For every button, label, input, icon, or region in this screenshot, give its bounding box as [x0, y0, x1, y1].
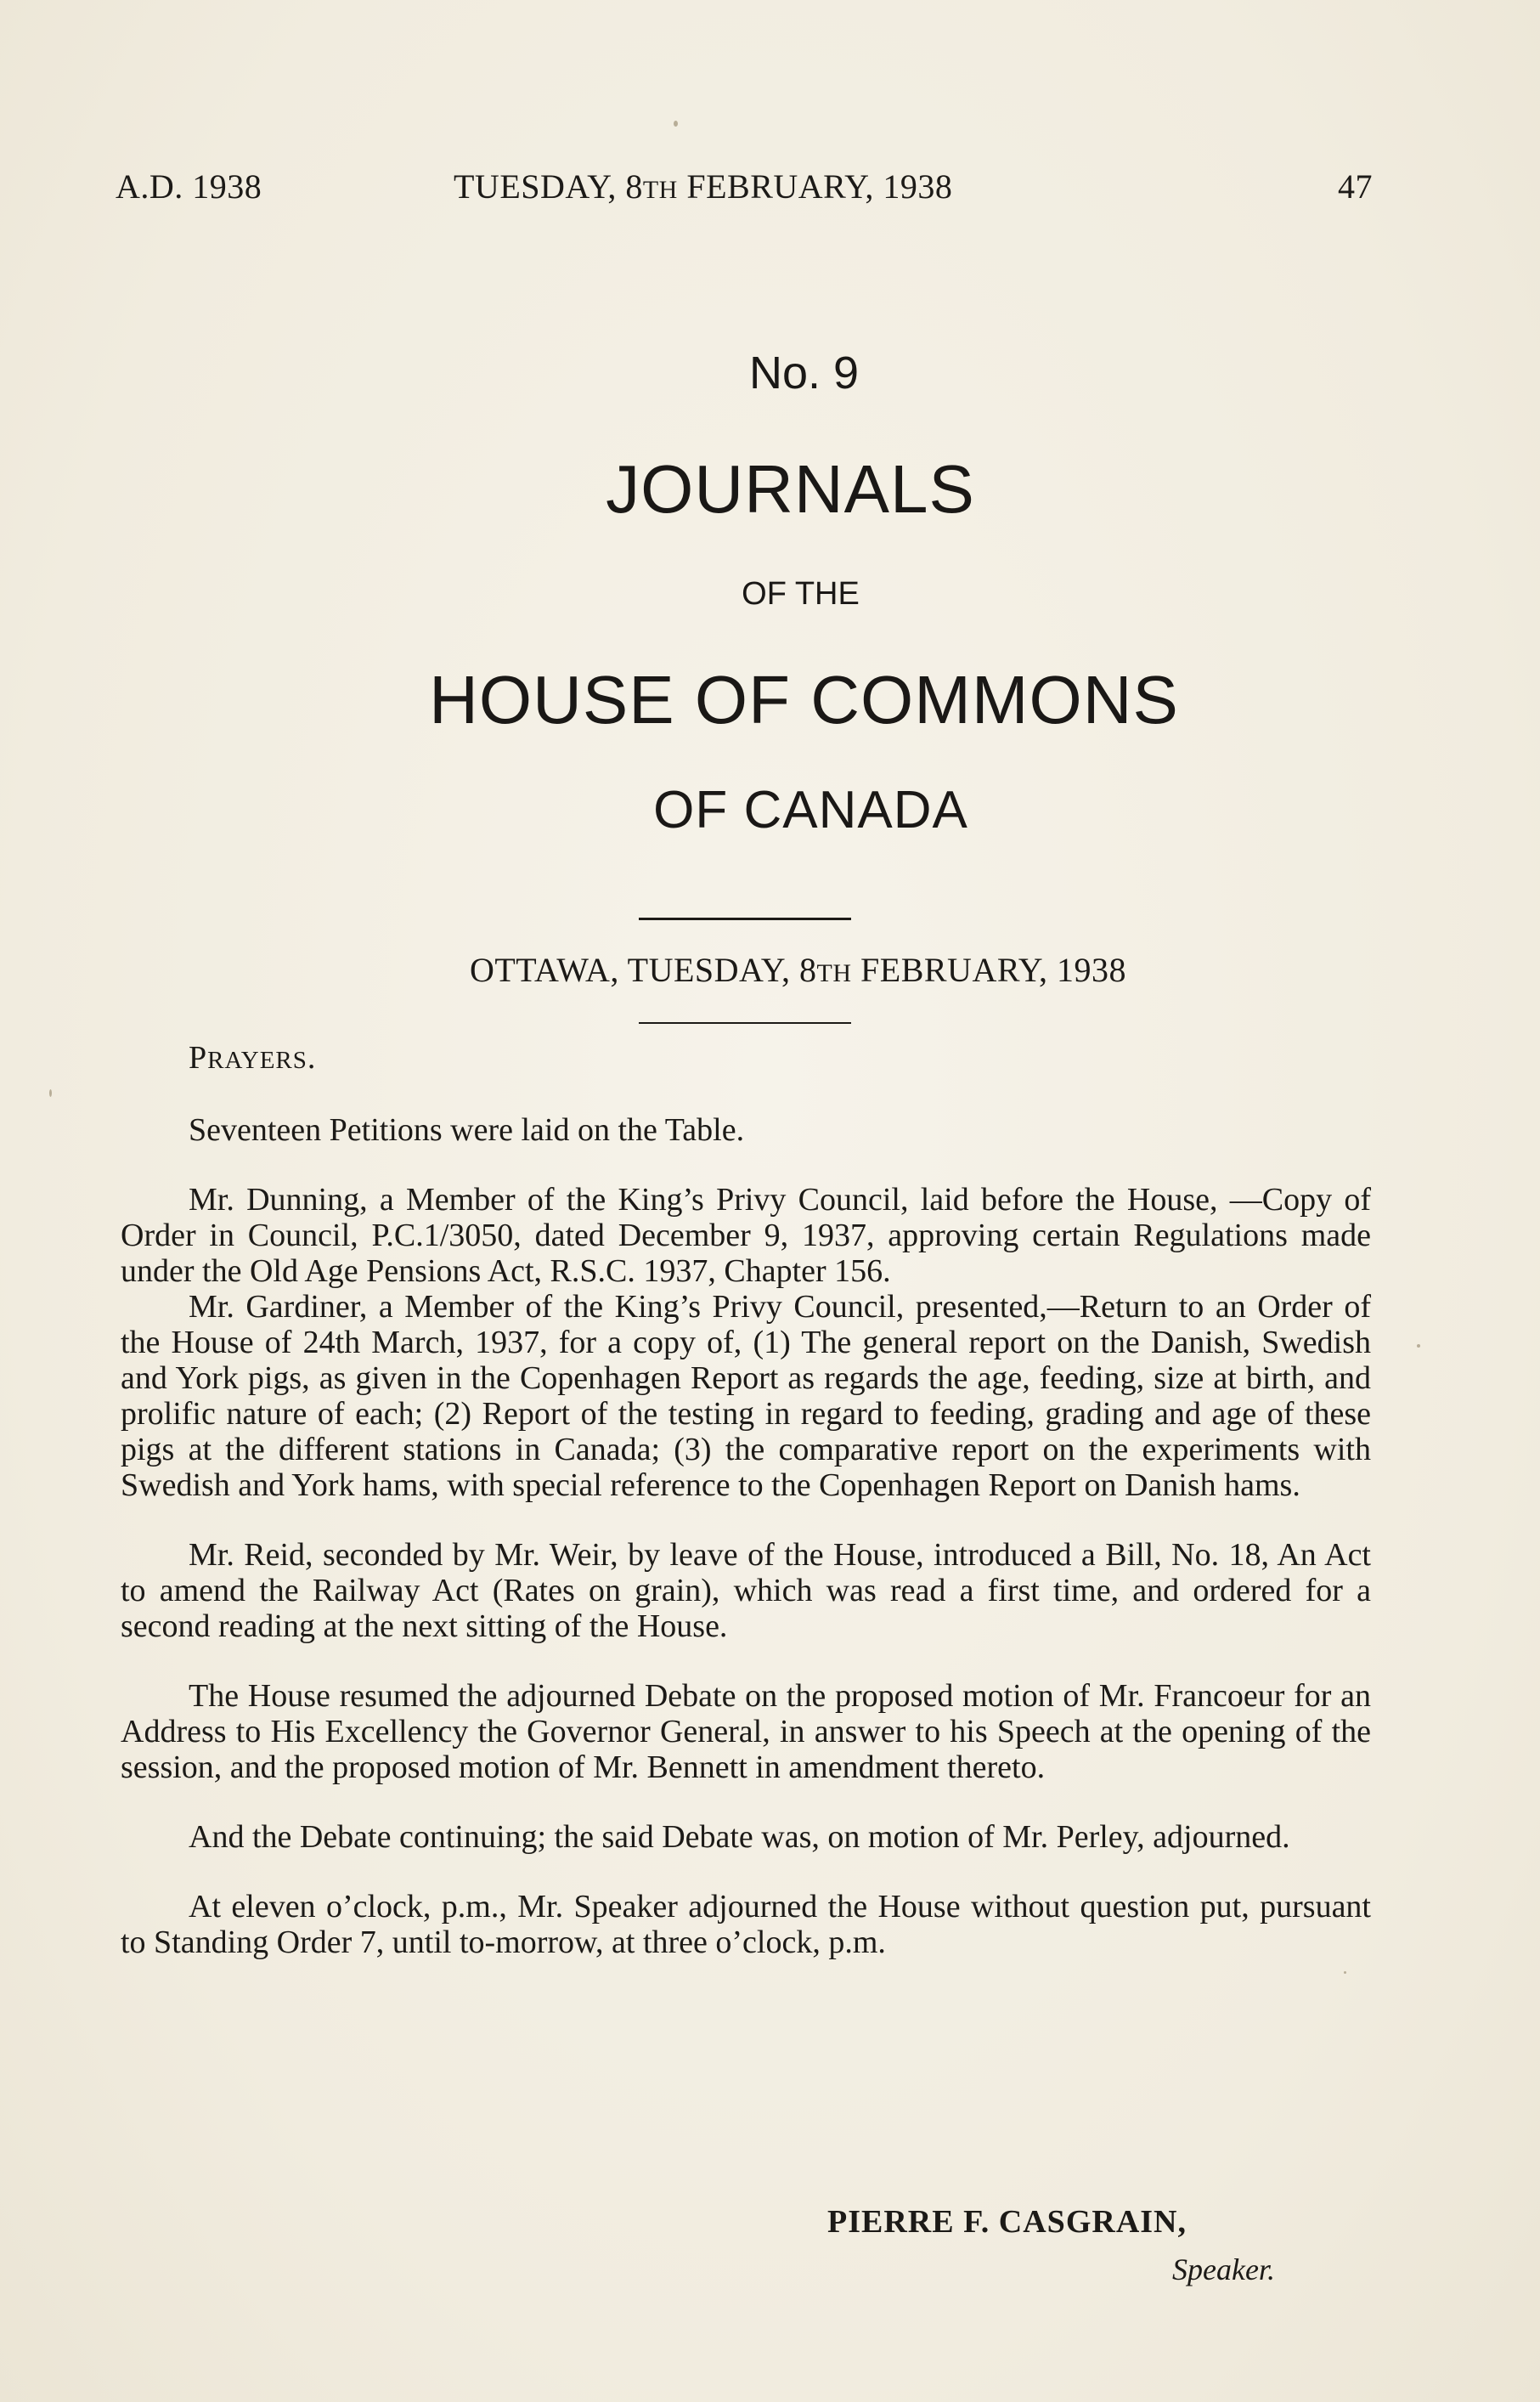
masthead-of-canada: OF CANADA	[653, 781, 968, 839]
paragraph-petitions: Seventeen Petitions were laid on the Table.	[189, 1112, 745, 1148]
paper-speck	[49, 1089, 52, 1097]
masthead-house: HOUSE OF COMMONS	[429, 662, 1179, 738]
dateline-suffix: FEBRUARY, 1938	[851, 951, 1127, 989]
prayers-rest: RAYERS	[207, 1047, 307, 1074]
paragraph-house-adjourned: At eleven o’clock, p.m., Mr. Speaker adjourned the House without question put, pursuant to Standing Order 7, until to-morrow, at three o’clock, p.m.	[121, 1889, 1371, 1960]
masthead-of-the: OF THE	[742, 576, 860, 612]
journal-body	[121, 1033, 1371, 1960]
prayers-heading	[121, 1040, 1371, 1078]
signature-name: PIERRE F. CASGRAIN,	[827, 2204, 1187, 2240]
dateline	[0, 950, 1540, 990]
prayers-period: .	[307, 1040, 317, 1076]
dateline-ordinal: TH	[816, 959, 852, 987]
page-number: 47	[1338, 167, 1373, 206]
masthead-title: JOURNALS	[606, 451, 975, 527]
running-head-date-prefix: TUESDAY, 8	[454, 167, 643, 206]
running-head-date-ordinal: TH	[642, 176, 678, 204]
divider-bottom	[639, 1022, 851, 1024]
running-head-date-suffix: FEBRUARY, 1938	[677, 167, 953, 206]
divider-top	[639, 918, 851, 920]
journal-number: No. 9	[748, 348, 860, 398]
running-head-date	[454, 167, 952, 206]
prayers-initial: P	[189, 1040, 208, 1076]
paragraph-dunning: Mr. Dunning, a Member of the King’s Privy Council, laid before the House, —Copy of Order in Council, P.C.1/3050, dated December 9, 1937, approving certain Regulations made under the Old Age Pensions Act, R.S.C. 1937, Chapter 156.	[121, 1182, 1371, 1289]
paragraph-gardiner: Mr. Gardiner, a Member of the King’s Privy Council, presented,—Return to an Order of the House of 24th March, 1937, for a copy of, (1) The general report on the Danish, Swedish and York pigs, as given in the Copenhagen Report as regards the age, feeding, size at birth, and prolific nature of each; (2) Report of the testing in regard to feeding, grading and age of these pigs at the different stations in Canada; (3) the comparative report on the experiments with Swedish and York hams, with special reference to the Copenhagen Report on Danish hams.	[121, 1289, 1371, 1503]
paper-speck	[674, 121, 678, 127]
paragraph-debate-adjourned: And the Debate continuing; the said Debate was, on motion of Mr. Perley, adjourned.	[189, 1819, 1290, 1855]
paper-speck	[1344, 1971, 1346, 1974]
paper-speck	[1417, 1344, 1420, 1348]
signature-title: Speaker.	[1172, 2252, 1275, 2286]
dateline-prefix: OTTAWA, TUESDAY, 8	[469, 951, 817, 989]
paragraph-debate-resumed: The House resumed the adjourned Debate on the proposed motion of Mr. Francoeur for an Address to His Excellency the Governor General, in answer to his Speech at the opening of the session, and the proposed motion of Mr. Bennett in amendment thereto.	[121, 1678, 1371, 1785]
running-head-year: A.D. 1938	[116, 167, 262, 206]
running-head	[116, 167, 1373, 209]
paragraph-reid-bill: Mr. Reid, seconded by Mr. Weir, by leave of the House, introduced a Bill, No. 18, An Act to amend the Railway Act (Rates on grain), which was read a first time, and ordered for a second reading at the next sitting of the House.	[121, 1537, 1371, 1644]
